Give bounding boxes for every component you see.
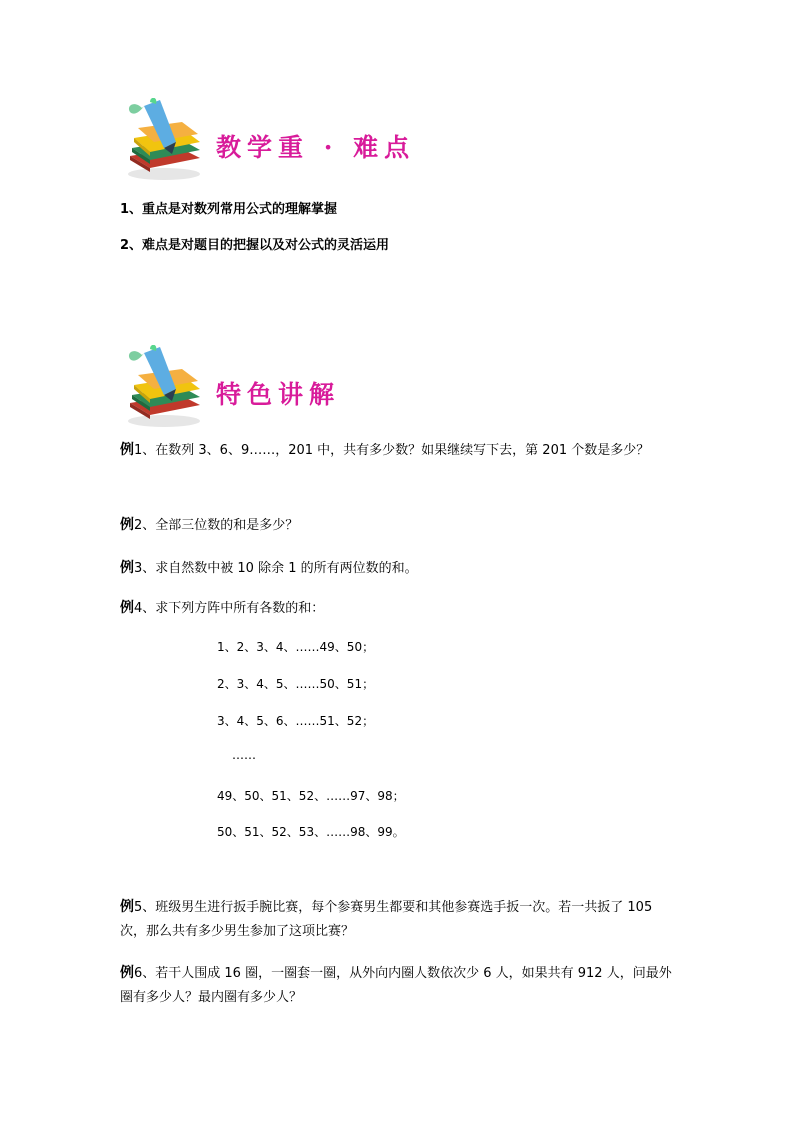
matrix-row: 1、2、3、4、……49、50； — [217, 640, 375, 654]
example-item — [120, 961, 680, 1010]
example-text: 、求自然数中被 10 除余 1 的所有两位数的和。 — [142, 561, 418, 576]
matrix-row: 3、4、5、6、……51、52； — [217, 714, 375, 728]
example-number: 2 — [134, 518, 143, 533]
example-number: 1 — [134, 443, 143, 458]
example-text: 、全部三位数的和是多少？ — [142, 518, 299, 533]
example-label: 例 — [120, 560, 134, 576]
example-label: 例 — [120, 600, 134, 616]
example-text: 、求下列方阵中所有各数的和： — [142, 601, 325, 616]
matrix-ellipsis: …… — [232, 748, 256, 762]
example-item — [120, 556, 680, 581]
example-text: 、在数列 3、6、9……，201 中，共有多少数？如果继续写下去，第 201 个数是多少？ — [142, 443, 650, 458]
example-label: 例 — [120, 899, 134, 915]
example-item — [120, 513, 680, 538]
example-label: 例 — [120, 965, 134, 981]
example-label: 例 — [120, 442, 134, 458]
section-header-lecture — [120, 345, 420, 435]
matrix-row: 50、51、52、53、……98、99。 — [217, 825, 405, 839]
example-number: 4 — [134, 601, 143, 616]
example-text: 、班级男生进行扳手腕比赛，每个参赛男生都要和其他参赛选手扳一次。若一共扳了 105 次，那么共有多少男生参加了这项比赛？ — [120, 900, 653, 939]
section-header-key-points — [120, 98, 420, 188]
section-title: 特色讲解 — [216, 380, 341, 409]
key-point-item: 1、重点是对数列常用公式的理解掌握 — [120, 202, 338, 217]
example-number: 6 — [134, 966, 143, 981]
example-item — [120, 438, 680, 463]
example-label: 例 — [120, 517, 134, 533]
matrix-row: 49、50、51、52、……97、98； — [217, 789, 405, 803]
section-title: 教学重 · 难点 — [216, 133, 416, 162]
example-text: 、若干人围成 16 圈，一圈套一圈，从外向内圈人数依次少 6 人，如果共有 912 人，问最外圈有多少人？最内圈有多少人？ — [120, 966, 672, 1005]
example-item — [120, 596, 680, 621]
books-pencil-icon — [120, 345, 206, 429]
example-number: 3 — [134, 561, 143, 576]
example-number: 5 — [134, 900, 143, 915]
key-point-item: 2、难点是对题目的把握以及对公式的灵活运用 — [120, 238, 390, 253]
matrix-row: 2、3、4、5、……50、51； — [217, 677, 375, 691]
example-item — [120, 895, 680, 944]
books-pencil-icon — [120, 98, 206, 182]
